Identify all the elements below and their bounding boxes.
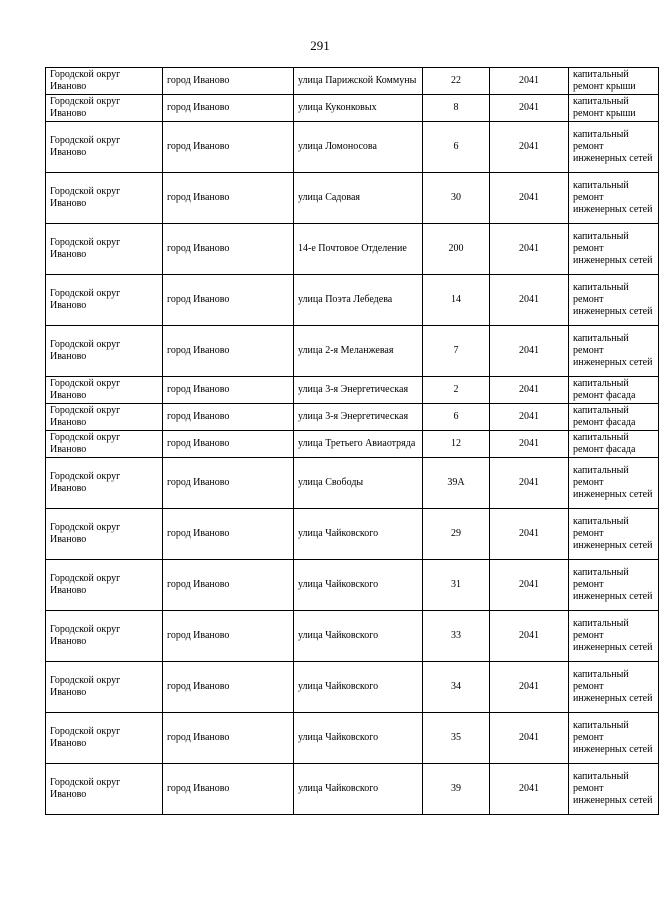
city-cell: город Иваново xyxy=(163,68,294,95)
house-number-cell: 200 xyxy=(423,224,490,275)
table-row xyxy=(46,275,659,326)
year-cell: 2041 xyxy=(490,404,569,431)
work-type-cell: капитальный ремонт крыши xyxy=(569,95,659,122)
table-row xyxy=(46,509,659,560)
street-cell: улица Чайковского xyxy=(294,713,423,764)
street-cell: улица Чайковского xyxy=(294,611,423,662)
table-row xyxy=(46,377,659,404)
house-number-cell: 12 xyxy=(423,431,490,458)
work-type-cell: капитальный ремонт инженерных сетей xyxy=(569,458,659,509)
house-number-cell: 14 xyxy=(423,275,490,326)
year-cell: 2041 xyxy=(490,326,569,377)
district-cell: Городской округ Иваново xyxy=(46,560,163,611)
work-type-cell: капитальный ремонт инженерных сетей xyxy=(569,326,659,377)
city-cell: город Иваново xyxy=(163,404,294,431)
street-cell: улица Поэта Лебедева xyxy=(294,275,423,326)
city-cell: город Иваново xyxy=(163,122,294,173)
district-cell: Городской округ Иваново xyxy=(46,173,163,224)
house-number-cell: 8 xyxy=(423,95,490,122)
table-row xyxy=(46,404,659,431)
city-cell: город Иваново xyxy=(163,224,294,275)
city-cell: город Иваново xyxy=(163,431,294,458)
city-cell: город Иваново xyxy=(163,560,294,611)
year-cell: 2041 xyxy=(490,173,569,224)
work-type-cell: капитальный ремонт инженерных сетей xyxy=(569,224,659,275)
house-number-cell: 39А xyxy=(423,458,490,509)
year-cell: 2041 xyxy=(490,509,569,560)
year-cell: 2041 xyxy=(490,713,569,764)
city-cell: город Иваново xyxy=(163,173,294,224)
street-cell: улица 3-я Энергетическая xyxy=(294,404,423,431)
work-type-cell: капитальный ремонт инженерных сетей xyxy=(569,509,659,560)
house-number-cell: 6 xyxy=(423,122,490,173)
year-cell: 2041 xyxy=(490,275,569,326)
district-cell: Городской округ Иваново xyxy=(46,713,163,764)
year-cell: 2041 xyxy=(490,458,569,509)
city-cell: город Иваново xyxy=(163,611,294,662)
work-type-cell: капитальный ремонт инженерных сетей xyxy=(569,662,659,713)
street-cell: улица 2-я Меланжевая xyxy=(294,326,423,377)
district-cell: Городской округ Иваново xyxy=(46,764,163,815)
table-body xyxy=(46,68,659,815)
district-cell: Городской округ Иваново xyxy=(46,458,163,509)
house-number-cell: 30 xyxy=(423,173,490,224)
table-row xyxy=(46,224,659,275)
table-row xyxy=(46,68,659,95)
table-row xyxy=(46,326,659,377)
city-cell: город Иваново xyxy=(163,275,294,326)
house-number-cell: 6 xyxy=(423,404,490,431)
year-cell: 2041 xyxy=(490,764,569,815)
table-row xyxy=(46,764,659,815)
year-cell: 2041 xyxy=(490,224,569,275)
street-cell: улица 3-я Энергетическая xyxy=(294,377,423,404)
district-cell: Городской округ Иваново xyxy=(46,95,163,122)
district-cell: Городской округ Иваново xyxy=(46,326,163,377)
table-row xyxy=(46,560,659,611)
house-number-cell: 29 xyxy=(423,509,490,560)
house-number-cell: 34 xyxy=(423,662,490,713)
street-cell: улица Садовая xyxy=(294,173,423,224)
city-cell: город Иваново xyxy=(163,377,294,404)
street-cell: улица Свободы xyxy=(294,458,423,509)
district-cell: Городской округ Иваново xyxy=(46,122,163,173)
table-row xyxy=(46,431,659,458)
page-number: 291 xyxy=(310,38,330,53)
city-cell: город Иваново xyxy=(163,662,294,713)
table-row xyxy=(46,122,659,173)
street-cell: улица Куконковых xyxy=(294,95,423,122)
year-cell: 2041 xyxy=(490,95,569,122)
work-type-cell: капитальный ремонт инженерных сетей xyxy=(569,275,659,326)
table-row xyxy=(46,662,659,713)
city-cell: город Иваново xyxy=(163,326,294,377)
work-type-cell: капитальный ремонт инженерных сетей xyxy=(569,173,659,224)
work-type-cell: капитальный ремонт крыши xyxy=(569,68,659,95)
street-cell: улица Третьего Авиаотряда xyxy=(294,431,423,458)
city-cell: город Иваново xyxy=(163,458,294,509)
work-type-cell: капитальный ремонт инженерных сетей xyxy=(569,122,659,173)
city-cell: город Иваново xyxy=(163,95,294,122)
street-cell: 14-е Почтовое Отделение xyxy=(294,224,423,275)
house-number-cell: 39 xyxy=(423,764,490,815)
work-type-cell: капитальный ремонт инженерных сетей xyxy=(569,764,659,815)
street-cell: улица Чайковского xyxy=(294,509,423,560)
district-cell: Городской округ Иваново xyxy=(46,431,163,458)
year-cell: 2041 xyxy=(490,611,569,662)
work-type-cell: капитальный ремонт фасада xyxy=(569,377,659,404)
year-cell: 2041 xyxy=(490,377,569,404)
street-cell: улица Парижской Коммуны xyxy=(294,68,423,95)
table-row xyxy=(46,611,659,662)
city-cell: город Иваново xyxy=(163,713,294,764)
work-type-cell: капитальный ремонт фасада xyxy=(569,404,659,431)
district-cell: Городской округ Иваново xyxy=(46,662,163,713)
street-cell: улица Чайковского xyxy=(294,560,423,611)
street-cell: улица Чайковского xyxy=(294,764,423,815)
year-cell: 2041 xyxy=(490,431,569,458)
year-cell: 2041 xyxy=(490,560,569,611)
table-row xyxy=(46,95,659,122)
district-cell: Городской округ Иваново xyxy=(46,275,163,326)
year-cell: 2041 xyxy=(490,68,569,95)
work-type-cell: капитальный ремонт инженерных сетей xyxy=(569,713,659,764)
table-row xyxy=(46,713,659,764)
city-cell: город Иваново xyxy=(163,509,294,560)
year-cell: 2041 xyxy=(490,662,569,713)
street-cell: улица Ломоносова xyxy=(294,122,423,173)
house-number-cell: 33 xyxy=(423,611,490,662)
work-type-cell: капитальный ремонт фасада xyxy=(569,431,659,458)
city-cell: город Иваново xyxy=(163,764,294,815)
house-number-cell: 35 xyxy=(423,713,490,764)
table-row xyxy=(46,173,659,224)
house-number-cell: 2 xyxy=(423,377,490,404)
work-type-cell: капитальный ремонт инженерных сетей xyxy=(569,611,659,662)
district-cell: Городской округ Иваново xyxy=(46,611,163,662)
repair-schedule-table xyxy=(45,67,659,815)
district-cell: Городской округ Иваново xyxy=(46,509,163,560)
district-cell: Городской округ Иваново xyxy=(46,404,163,431)
house-number-cell: 22 xyxy=(423,68,490,95)
district-cell: Городской округ Иваново xyxy=(46,377,163,404)
table-row xyxy=(46,458,659,509)
house-number-cell: 31 xyxy=(423,560,490,611)
house-number-cell: 7 xyxy=(423,326,490,377)
district-cell: Городской округ Иваново xyxy=(46,224,163,275)
district-cell: Городской округ Иваново xyxy=(46,68,163,95)
year-cell: 2041 xyxy=(490,122,569,173)
work-type-cell: капитальный ремонт инженерных сетей xyxy=(569,560,659,611)
street-cell: улица Чайковского xyxy=(294,662,423,713)
